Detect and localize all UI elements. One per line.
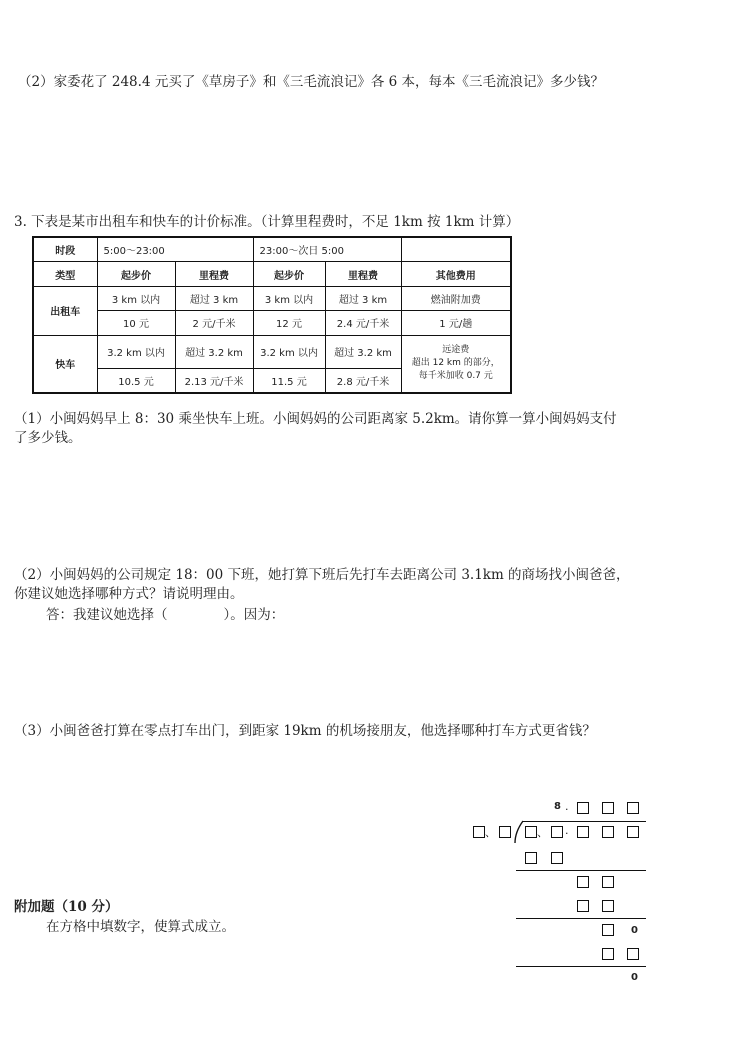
quotient-box-1[interactable] (577, 802, 589, 814)
quotient-box-3[interactable] (627, 802, 639, 814)
step2-box-1[interactable] (577, 876, 589, 888)
step5-line (516, 966, 646, 967)
taxi-mile-range-day: 超过 3 km (175, 286, 253, 310)
header-mileage-day: 里程费 (175, 262, 253, 286)
dividend-box-3[interactable] (577, 826, 589, 838)
express-start-price-night: 11.5 元 (253, 368, 325, 393)
step3-box-2[interactable] (602, 900, 614, 912)
header-type: 类型 (33, 262, 97, 286)
express-mile-price-night: 2.8 元/千米 (325, 368, 401, 393)
express-other-title: 远途费 (442, 345, 470, 356)
table-row (33, 262, 511, 286)
dividend-box-2[interactable] (551, 826, 563, 838)
step3-line (516, 918, 646, 919)
header-night-period: 23:00～次日 5:00 (253, 237, 401, 262)
dividend-box-4[interactable] (602, 826, 614, 838)
table-row (33, 286, 511, 310)
divisor-box-2[interactable] (499, 826, 511, 838)
sub-question-1-line2: 了多少钱。 (14, 430, 82, 446)
express-other-line2: 超出 12 km 的部分， (411, 358, 500, 369)
express-label: 快车 (33, 335, 97, 393)
step4-box-1[interactable] (602, 924, 614, 936)
sub-question-2-answer (46, 606, 284, 624)
header-period: 时段 (33, 237, 97, 262)
sub-question-3: （3）小闽爸爸打算在零点打车出门，到距家 19km 的机场接朋友，他选择哪种打车方式更省钱？ (14, 723, 596, 739)
previous-question-2: （2）家委花了 248.4 元买了《草房子》和《三毛流浪记》各 6 本，每本《三毛流浪记》多少钱？ (18, 74, 604, 90)
header-day-period: 5:00～23:00 (97, 237, 253, 262)
bonus-instruction: 在方格中填数字，使算式成立。 (46, 919, 235, 935)
sub-question-1-line1: （1）小闽妈妈早上 8：30 乘坐快车上班。小闽妈妈的公司距离家 5.2km。请你算一算小闽妈妈支付 (14, 411, 617, 427)
express-start-range-day: 3.2 km 以内 (97, 335, 175, 368)
dividend-dot: . (565, 824, 569, 837)
remainder-zero: 0 (631, 972, 638, 983)
answer-suffix: ）。因为： (223, 607, 285, 623)
division-bracket (513, 820, 525, 844)
taxi-other-value: 1 元/趟 (401, 311, 511, 335)
header-mileage-night: 里程费 (325, 262, 401, 286)
sub-question-2-line2: 你建议她选择哪种方式？请说明理由。 (14, 586, 244, 602)
divisor-box-1[interactable] (473, 826, 485, 838)
quotient-digit: 8 (554, 801, 561, 812)
table-row (33, 311, 511, 335)
header-other-fees: 其他费用 (401, 262, 511, 286)
dividend-box-5[interactable] (627, 826, 639, 838)
header-start-price-night: 起步价 (253, 262, 325, 286)
express-other-line3: 每千米加收 0.7 元 (418, 371, 493, 382)
header-start-price-day: 起步价 (97, 262, 175, 286)
quotient-box-2[interactable] (602, 802, 614, 814)
express-mile-range-day: 超过 3.2 km (175, 335, 253, 368)
header-empty (401, 237, 511, 262)
step2-box-2[interactable] (602, 876, 614, 888)
express-mile-range-night: 超过 3.2 km (325, 335, 401, 368)
taxi-start-price-night: 12 元 (253, 311, 325, 335)
table-row (33, 335, 511, 368)
step3-box-1[interactable] (577, 900, 589, 912)
fare-table (32, 236, 512, 394)
taxi-start-range-night: 3 km 以内 (253, 286, 325, 310)
step4-zero: 0 (631, 925, 638, 936)
express-start-price-day: 10.5 元 (97, 368, 175, 393)
taxi-mile-price-night: 2.4 元/千米 (325, 311, 401, 335)
step5-box-1[interactable] (602, 948, 614, 960)
quotient-bar (522, 821, 646, 822)
answer-prefix: 答：我建议她选择（ (46, 607, 168, 623)
taxi-other-title: 燃油附加费 (401, 286, 511, 310)
express-other-fees (401, 335, 511, 393)
table-row (33, 237, 511, 262)
step1-box-2[interactable] (551, 852, 563, 864)
taxi-label: 出租车 (33, 286, 97, 335)
dividend-separator: 、 (537, 826, 548, 839)
step1-box-1[interactable] (525, 852, 537, 864)
sub-question-2-line1: （2）小闽妈妈的公司规定 18：00 下班，她打算下班后先打车去距离公司 3.1km 的商场找小闽爸爸， (14, 567, 630, 583)
step1-line (516, 870, 646, 871)
dividend-box-1[interactable] (525, 826, 537, 838)
taxi-start-price-day: 10 元 (97, 311, 175, 335)
express-mile-price-day: 2.13 元/千米 (175, 368, 253, 393)
taxi-mile-range-night: 超过 3 km (325, 286, 401, 310)
quotient-dot: . (565, 800, 569, 813)
taxi-mile-price-day: 2 元/千米 (175, 311, 253, 335)
divisor-separator: 、 (485, 826, 496, 839)
express-start-range-night: 3.2 km 以内 (253, 335, 325, 368)
question-3-title: 3. 下表是某市出租车和快车的计价标准。（计算里程费时，不足 1km 按 1km 计算） (14, 214, 520, 230)
bonus-title: 附加题（10 分） (14, 899, 119, 915)
step5-box-2[interactable] (627, 948, 639, 960)
taxi-start-range-day: 3 km 以内 (97, 286, 175, 310)
